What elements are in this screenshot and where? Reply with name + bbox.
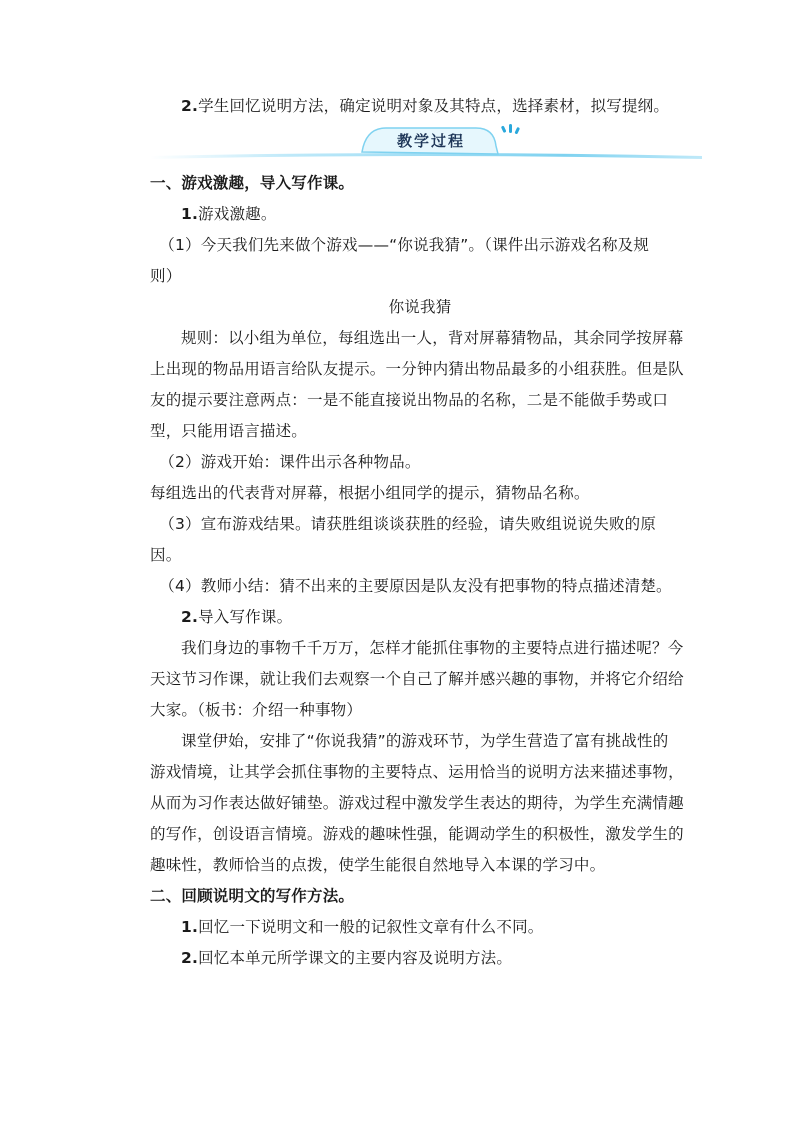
step1-line2: 则） — [150, 267, 182, 285]
rules-line: 型，只能用语言描述。 — [150, 422, 308, 440]
section2-item1-number: 1. — [181, 918, 199, 936]
intro-line — [150, 91, 690, 122]
step3-line1: （3）宣布游戏结果。请获胜组谈谈获胜的经验，请失败组说说失败的原 — [159, 515, 657, 533]
intro-para-line: 大家。（板书：介绍一种事物） — [150, 701, 363, 719]
game-title: 你说我猜 — [388, 298, 452, 316]
section2-item2 — [150, 943, 690, 974]
comment-para-line: 课堂伊始，安排了“你说我猜”的游戏环节，为学生营造了富有挑战性的 — [181, 732, 669, 750]
section2-item1-text: 回忆一下说明文和一般的记叙性文章有什么不同。 — [198, 918, 544, 936]
intro-number: 2. — [181, 97, 199, 115]
section2-heading: 二、回顾说明文的写作方法。 — [150, 887, 355, 905]
section1-item2 — [150, 602, 690, 633]
section1-item1-text: 游戏激趣。 — [198, 205, 277, 223]
intro-para-line: 天这节习作课，就让我们去观察一个自己了解并感兴趣的事物，并将它介绍给 — [150, 670, 684, 688]
section1-item2-number: 2. — [181, 608, 199, 626]
rules-line: 友的提示要注意两点：一是不能直接说出物品的名称，二是不能做手势或口 — [150, 391, 669, 409]
intro-para-line: 我们身边的事物千千万万，怎样才能抓住事物的主要特点进行描述呢？今 — [181, 639, 684, 657]
rules-line: 规则：以小组为单位，每组选出一人，背对屏幕猜物品，其余同学按屏幕 — [181, 329, 684, 347]
step2-detail: 每组选出的代表背对屏幕，根据小组同学的提示，猜物品名称。 — [150, 484, 590, 502]
sparkle-icon — [501, 124, 520, 134]
step1-line1: （1）今天我们先来做个游戏——“你说我猜”。（课件出示游戏名称及规 — [159, 236, 650, 254]
step4-line: （4）教师小结：猜不出来的主要原因是队友没有把事物的特点描述清楚。 — [159, 577, 672, 595]
banner-title: 教学过程 — [396, 132, 465, 150]
section2-item1 — [150, 912, 690, 943]
comment-para-line: 趣味性，教师恰当的点拨，使学生能很自然地导入本课的学习中。 — [150, 856, 606, 874]
comment-para-line: 的写作，创设语言情境。游戏的趣味性强，能调动学生的积极性，激发学生的 — [150, 825, 684, 843]
intro-text: 学生回忆说明方法，确定说明对象及其特点，选择素材，拟写提纲。 — [198, 97, 670, 115]
section2-item2-number: 2. — [181, 949, 199, 967]
section1-heading: 一、游戏激趣，导入写作课。 — [150, 174, 355, 192]
step2-line: （2）游戏开始：课件出示各种物品。 — [159, 453, 421, 471]
rules-line: 上出现的物品用语言给队友提示。一分钟内猜出物品最多的小组获胜。但是队 — [150, 360, 684, 378]
comment-para-line: 游戏情境，让其学会抓住事物的主要特点、运用恰当的说明方法来描述事物， — [150, 763, 684, 781]
section1-item1 — [150, 199, 690, 230]
section1-item1-number: 1. — [181, 205, 199, 223]
comment-para-line: 从而为习作表达做好铺垫。游戏过程中激发学生表达的期待，为学生充满情趣 — [150, 794, 684, 812]
section1-item2-text: 导入写作课。 — [198, 608, 293, 626]
section2-item2-text: 回忆本单元所学课文的主要内容及说明方法。 — [198, 949, 513, 967]
step3-line2: 因。 — [150, 546, 182, 564]
